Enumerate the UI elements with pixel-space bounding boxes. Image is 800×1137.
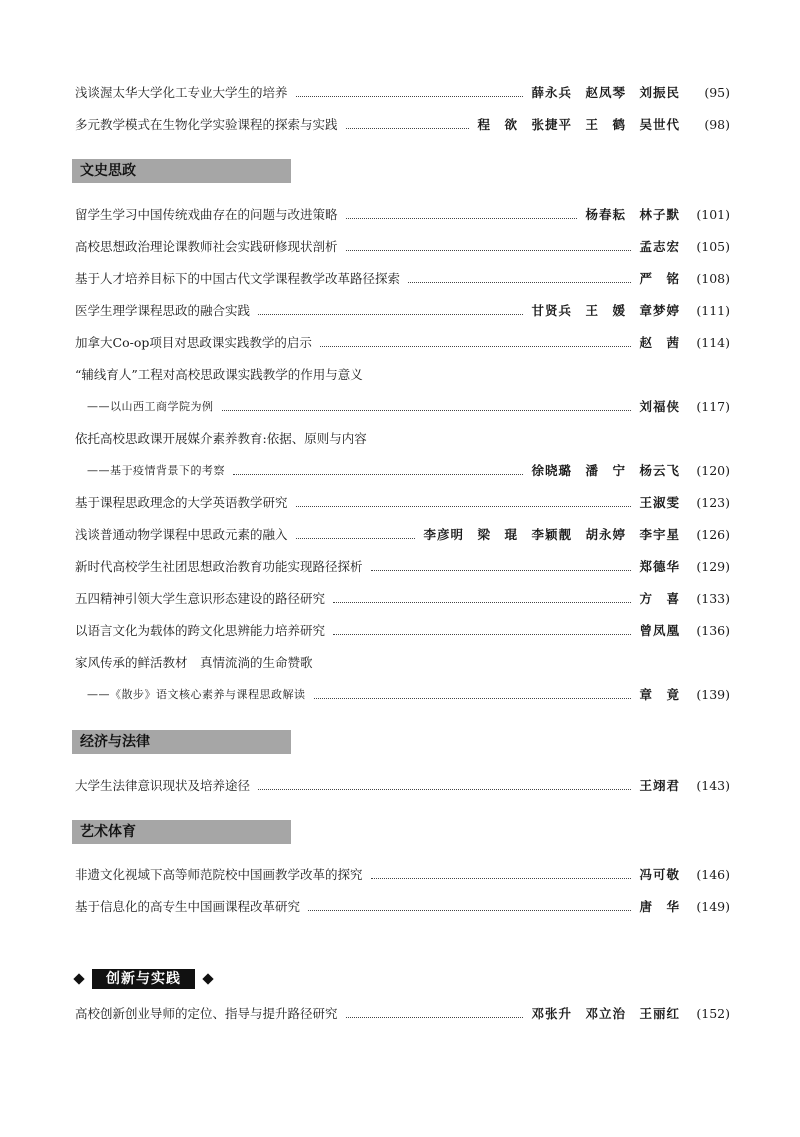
entry-subtitle: ——《散步》语文核心素养与课程思政解读 (87, 688, 306, 701)
entry-authors: 赵 茜 (639, 335, 680, 350)
entry-authors: 徐晓璐 潘 宁 杨云飞 (531, 463, 680, 478)
entry-subtitle: ——以山西工商学院为例 (87, 400, 214, 413)
entry-page: (136) (696, 623, 730, 638)
toc-entry[interactable] (75, 556, 730, 578)
leader-dots (346, 249, 632, 251)
entry-page: (126) (696, 527, 730, 542)
entry-title: 医学生理学课程思政的融合实践 (75, 303, 251, 318)
leader-dots (314, 697, 632, 699)
toc-entry[interactable] (75, 332, 730, 354)
entry-page: (139) (696, 687, 730, 702)
entry-title: 浅谈普通动物学课程中思政元素的融入 (75, 527, 288, 542)
toc-entry[interactable] (75, 396, 730, 418)
leader-dots (346, 1016, 524, 1018)
special-section-heading (75, 968, 212, 990)
entry-authors: 王翊君 (639, 778, 680, 793)
entry-page: (105) (696, 239, 730, 254)
entry-page: (95) (704, 85, 730, 100)
entry-title: 高校创新创业导师的定位、指导与提升路径研究 (75, 1006, 338, 1021)
leader-dots (296, 537, 416, 539)
entry-main-title[interactable]: 依托高校思政课开展媒介素养教育:依据、原则与内容 (75, 431, 367, 446)
entry-authors: 冯可敬 (639, 867, 680, 882)
entry-title: 多元教学模式在生物化学实验课程的探索与实践 (75, 117, 338, 132)
entry-title: 加拿大Co-op项目对思政课实践教学的启示 (75, 335, 312, 350)
leader-dots (258, 313, 523, 315)
entry-page: (108) (696, 271, 730, 286)
toc-entry[interactable] (75, 236, 730, 258)
leader-dots (258, 788, 631, 790)
entry-authors: 李彦明 梁 琨 李颖靓 胡永婷 李宇星 (423, 527, 680, 542)
entry-authors: 郑德华 (639, 559, 680, 574)
entry-authors: 曾凤凰 (639, 623, 680, 638)
leader-dots (371, 877, 632, 879)
entry-authors: 方 喜 (639, 591, 680, 606)
toc-entry[interactable] (75, 524, 730, 546)
entry-page: (143) (696, 778, 730, 793)
entry-authors: 严 铭 (639, 271, 680, 286)
toc-entry[interactable] (75, 268, 730, 290)
entry-authors: 章 竟 (639, 687, 680, 702)
entry-page: (98) (704, 117, 730, 132)
diamond-icon (202, 973, 213, 984)
entry-title: 基于信息化的高专生中国画课程改革研究 (75, 899, 301, 914)
entry-page: (149) (696, 899, 730, 914)
entry-page: (146) (696, 867, 730, 882)
leader-dots (233, 473, 523, 475)
entry-page: (152) (696, 1006, 730, 1021)
entry-title: 高校思想政治理论课教师社会实践研修现状剖析 (75, 239, 338, 254)
entry-page: (101) (696, 207, 730, 222)
entry-page: (114) (696, 335, 730, 350)
leader-dots (296, 95, 524, 97)
entry-authors: 唐 华 (639, 899, 680, 914)
leader-dots (408, 281, 631, 283)
section-heading: 经济与法律 (72, 730, 291, 754)
toc-entry[interactable] (75, 620, 730, 642)
toc-entry[interactable] (75, 82, 730, 104)
toc-entry[interactable] (75, 460, 730, 482)
toc-entry[interactable] (75, 300, 730, 322)
entry-title: 新时代高校学生社团思想政治教育功能实现路径探析 (75, 559, 363, 574)
leader-dots (346, 217, 578, 219)
toc-entry[interactable] (75, 114, 730, 136)
entry-main-title[interactable]: 家风传承的鲜活教材 真情流淌的生命赞歌 (75, 655, 313, 670)
leader-dots (308, 909, 631, 911)
toc-entry[interactable] (75, 204, 730, 226)
entry-authors: 甘贤兵 王 媛 章梦婷 (531, 303, 680, 318)
leader-dots (222, 409, 632, 411)
entry-title: 非遗文化视域下高等师范院校中国画教学改革的探究 (75, 867, 363, 882)
toc-entry[interactable] (75, 684, 730, 706)
leader-dots (296, 505, 632, 507)
special-section-label: 创新与实践 (92, 969, 195, 989)
entry-title: 基于人才培养目标下的中国古代文学课程教学改革路径探索 (75, 271, 401, 286)
leader-dots (333, 601, 631, 603)
entry-page: (123) (696, 495, 730, 510)
entry-page: (133) (696, 591, 730, 606)
section-heading: 文史思政 (72, 159, 291, 183)
toc-entry[interactable] (75, 492, 730, 514)
entry-page: (117) (696, 399, 730, 414)
leader-dots (371, 569, 632, 571)
entry-authors: 王淑雯 (639, 495, 680, 510)
entry-subtitle: ——基于疫情背景下的考察 (87, 464, 225, 477)
toc-entry[interactable] (75, 896, 730, 918)
leader-dots (333, 633, 631, 635)
toc-entry[interactable] (75, 588, 730, 610)
entry-title: 基于课程思政理念的大学英语教学研究 (75, 495, 288, 510)
diamond-icon (73, 973, 84, 984)
entry-page: (111) (696, 303, 730, 318)
entry-title: 留学生学习中国传统戏曲存在的问题与改进策略 (75, 207, 338, 222)
entry-authors: 刘福侠 (639, 399, 680, 414)
entry-page: (129) (696, 559, 730, 574)
entry-page: (120) (696, 463, 730, 478)
entry-authors: 杨春耘 林子默 (585, 207, 680, 222)
entry-main-title[interactable]: “辅线育人”工程对高校思政课实践教学的作用与意义 (75, 367, 363, 382)
section-heading: 艺术体育 (72, 820, 291, 844)
entry-authors: 薛永兵 赵凤琴 刘振民 (531, 85, 680, 100)
toc-entry[interactable] (75, 775, 730, 797)
entry-authors: 邓张升 邓立治 王丽红 (531, 1006, 680, 1021)
toc-entry[interactable] (75, 864, 730, 886)
entry-title: 浅谈渥太华大学化工专业大学生的培养 (75, 85, 288, 100)
toc-entry[interactable] (75, 1003, 730, 1025)
leader-dots (320, 345, 632, 347)
entry-authors: 程 欲 张捷平 王 鹤 吴世代 (477, 117, 680, 132)
entry-title: 大学生法律意识现状及培养途径 (75, 778, 251, 793)
entry-authors: 孟志宏 (639, 239, 680, 254)
entry-title: 五四精神引领大学生意识形态建设的路径研究 (75, 591, 326, 606)
leader-dots (346, 127, 470, 129)
entry-title: 以语言文化为载体的跨文化思辨能力培养研究 (75, 623, 326, 638)
